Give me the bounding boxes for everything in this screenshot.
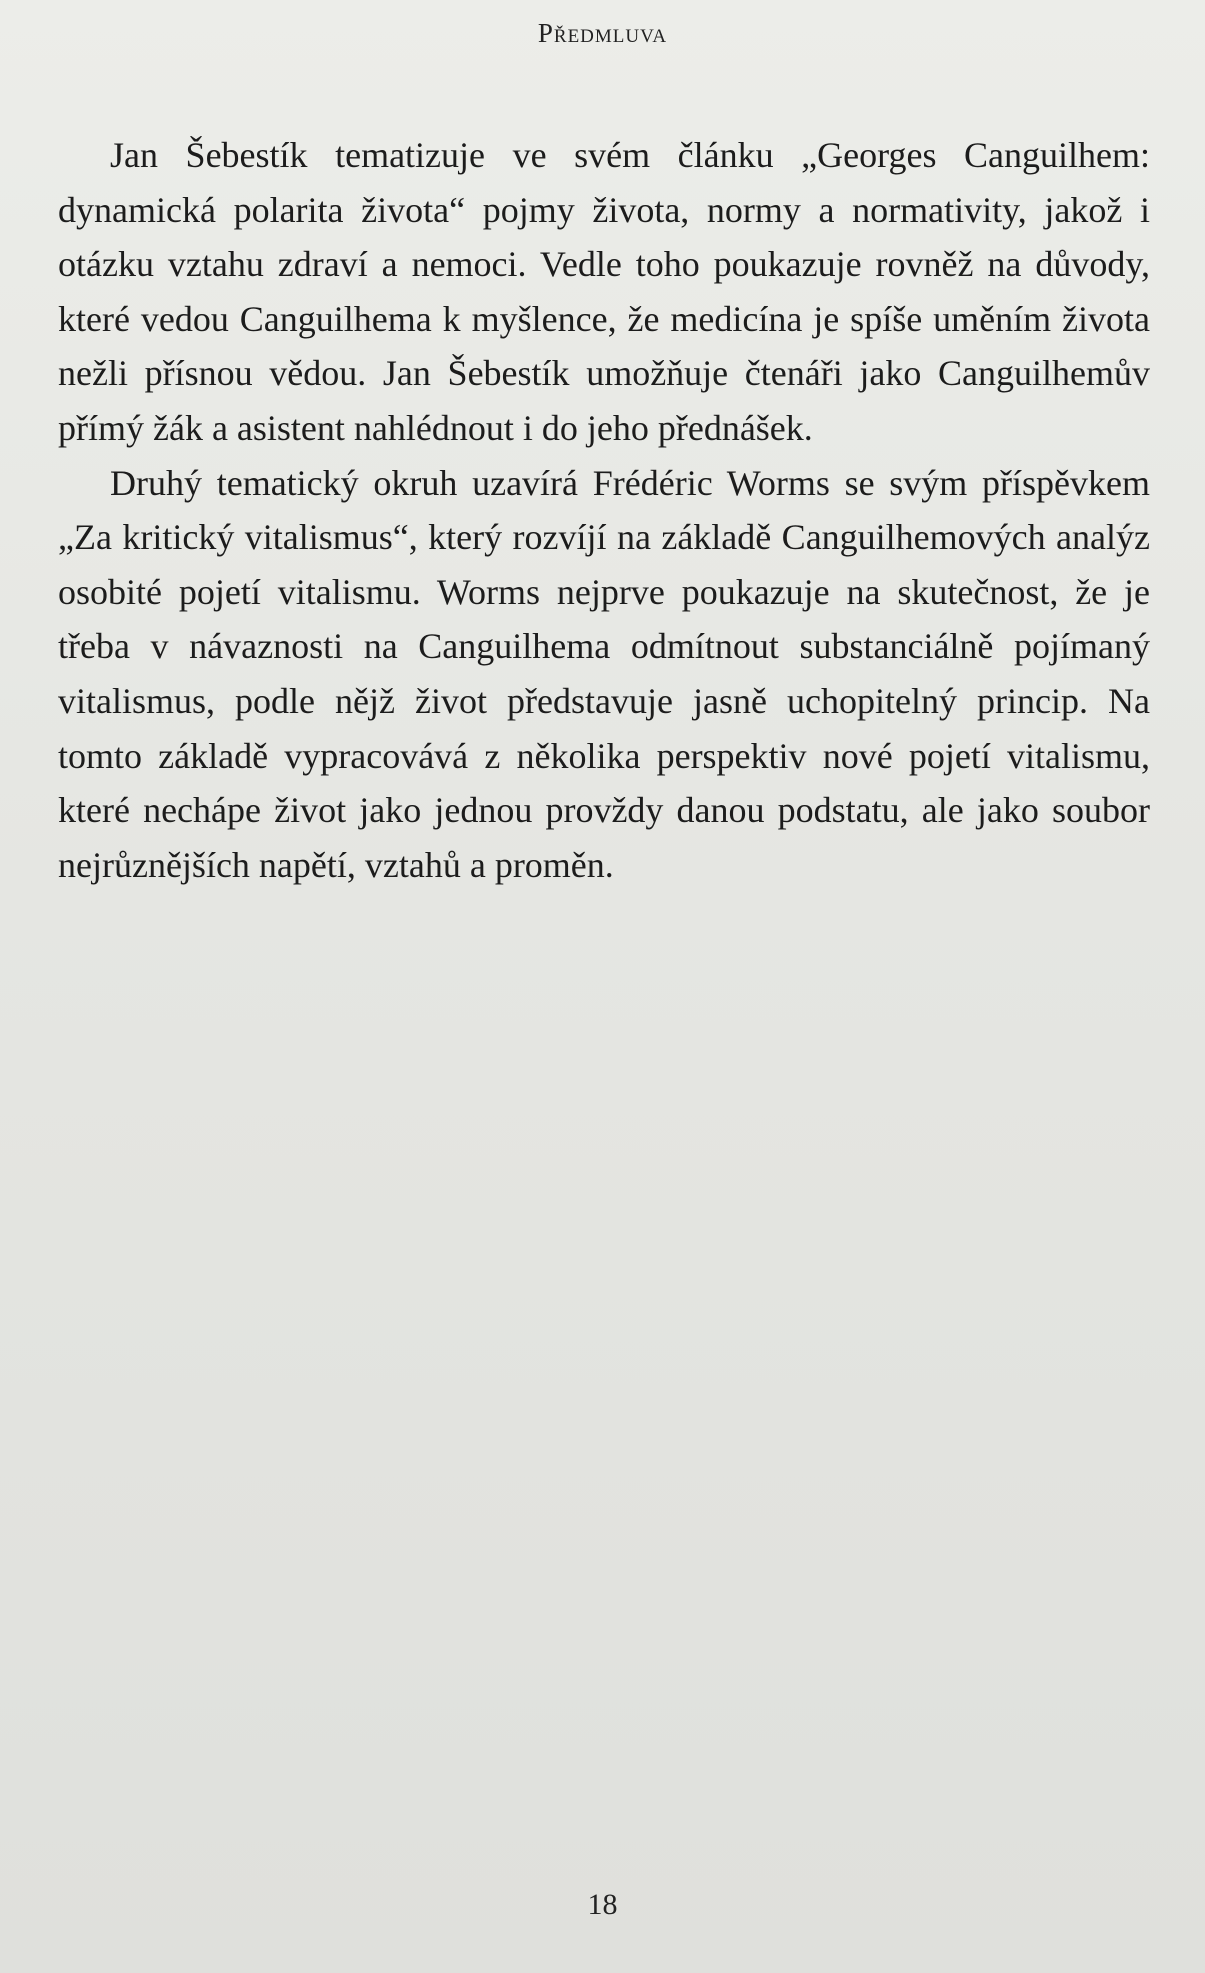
page-number: 18 xyxy=(587,1888,618,1921)
paragraph-2: Druhý tematický okruh uzavírá Frédéric Worms se svým příspěvkem „Za kritický vitalismus“, který rozvíjí na základě Canguilhemových analýz osobité pojetí vitalismu. Worms nejprve poukazuje na skutečnost, že je třeba v návaznosti na Canguilhema odmítnout substanciálně pojímaný vitalismus, podle nějž život představuje jasně uchopitelný princip. Na tomto základě vypracovává z několika perspektiv nové pojetí vitalismu, které nechápe život jako jednou provždy danou podstatu, ale jako soubor nejrůznějších napětí, vztahů a proměn. xyxy=(58,462,1150,885)
running-head: Předmluva xyxy=(537,18,668,48)
paragraph-1: Jan Šebestík tematizuje ve svém článku „Georges Canguilhem: dynamická polarita života“ pojmy života, normy a normativity, jakož i otázku vztahu zdraví a nemoci. Vedle toho poukazuje rovněž na důvody, které vedou Canguilhema k myšlence, že medicína je spíše uměním života nežli přísnou vědou. Jan Šebestík umožňuje čtenáři jako Canguilhemův přímý žák a asistent nahlédnout i do jeho přednášek. xyxy=(58,135,1150,448)
body-text xyxy=(58,128,1150,892)
